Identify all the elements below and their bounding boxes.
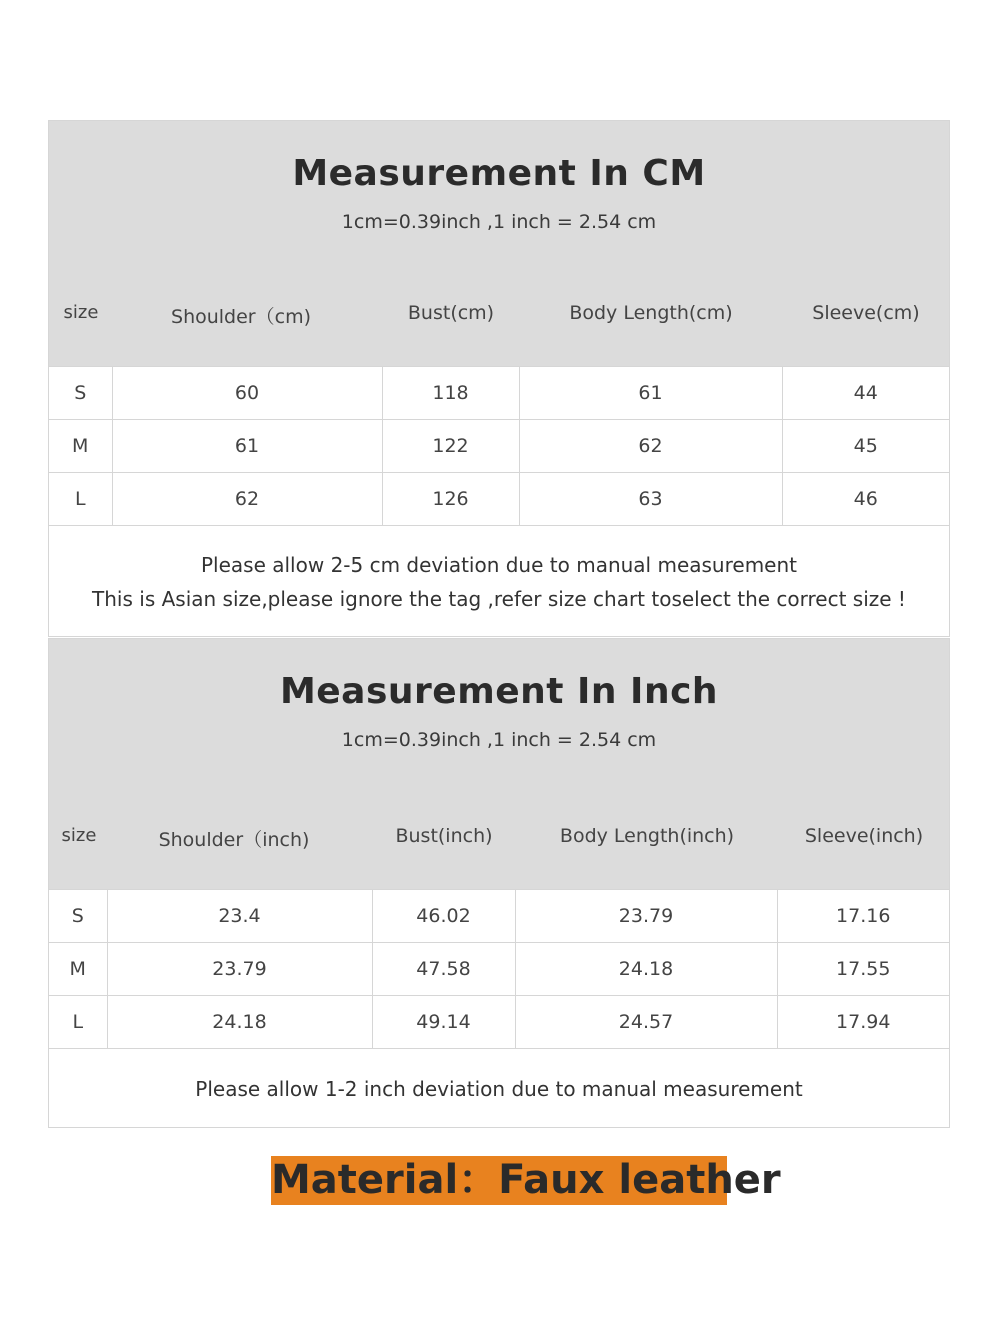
table-row	[49, 890, 949, 943]
sleeve-cell: 46	[782, 473, 949, 526]
body-length-cell: 61	[519, 367, 782, 420]
shoulder-cell: 61	[112, 420, 382, 473]
column-header-sleeve: Sleeve(inch)	[804, 825, 924, 847]
shoulder-cell: 23.4	[107, 890, 372, 943]
column-header-size: size	[63, 302, 99, 323]
shoulder-cell: 60	[112, 367, 382, 420]
note-line: This is Asian size,please ignore the tag ,refer size chart toselect the correct size !	[92, 587, 906, 611]
table-row	[49, 996, 949, 1049]
column-header-bust: Bust(cm)	[407, 302, 495, 324]
conversion-note: 1cm=0.39inch ,1 inch = 2.54 cm	[341, 729, 657, 751]
column-header-body-length: Body Length(inch)	[559, 825, 735, 847]
deviation-note-inch	[49, 1048, 949, 1106]
table-row	[49, 943, 949, 996]
size-chart-inch	[48, 638, 950, 1128]
shoulder-cell: 62	[112, 473, 382, 526]
sleeve-cell: 45	[782, 420, 949, 473]
body-length-cell: 63	[519, 473, 782, 526]
size-cell: L	[49, 996, 107, 1049]
bust-cell: 126	[382, 473, 519, 526]
size-table-cm	[49, 366, 949, 525]
sleeve-cell: 17.16	[777, 890, 949, 943]
size-table-inch	[49, 889, 949, 1048]
column-header-size: size	[61, 825, 97, 846]
table-row	[49, 420, 949, 473]
bust-cell: 49.14	[372, 996, 515, 1049]
column-header-bust: Bust(inch)	[395, 825, 493, 847]
table-row	[49, 367, 949, 420]
sleeve-cell: 44	[782, 367, 949, 420]
size-cell: S	[49, 890, 107, 943]
column-header-shoulder: Shoulder（inch)	[158, 829, 310, 851]
chart-header-cm	[49, 121, 949, 366]
size-cell: S	[49, 367, 112, 420]
size-cell: M	[49, 420, 112, 473]
sleeve-cell: 17.55	[777, 943, 949, 996]
column-header-sleeve: Sleeve(cm)	[812, 302, 920, 324]
body-length-cell: 24.57	[515, 996, 777, 1049]
conversion-note: 1cm=0.39inch ,1 inch = 2.54 cm	[341, 211, 657, 233]
table-row	[49, 473, 949, 526]
chart-title: Measurement In Inch	[279, 671, 719, 712]
size-cell: M	[49, 943, 107, 996]
shoulder-cell: 24.18	[107, 996, 372, 1049]
column-header-body-length: Body Length(cm)	[569, 302, 733, 324]
column-header-shoulder: Shoulder（cm)	[171, 306, 311, 328]
shoulder-cell: 23.79	[107, 943, 372, 996]
sleeve-cell: 17.94	[777, 996, 949, 1049]
deviation-note-cm	[49, 525, 949, 616]
body-length-cell: 23.79	[515, 890, 777, 943]
bust-cell: 122	[382, 420, 519, 473]
body-length-cell: 62	[519, 420, 782, 473]
chart-title: Measurement In CM	[292, 153, 706, 194]
note-line: Please allow 1-2 inch deviation due to manual measurement	[195, 1077, 803, 1101]
material-label: Material：Faux leather	[271, 1157, 781, 1203]
size-chart-cm	[48, 120, 950, 637]
bust-cell: 47.58	[372, 943, 515, 996]
bust-cell: 46.02	[372, 890, 515, 943]
body-length-cell: 24.18	[515, 943, 777, 996]
note-line: Please allow 2-5 cm deviation due to manual measurement	[200, 553, 797, 577]
chart-header-inch	[49, 639, 949, 889]
size-cell: L	[49, 473, 112, 526]
bust-cell: 118	[382, 367, 519, 420]
